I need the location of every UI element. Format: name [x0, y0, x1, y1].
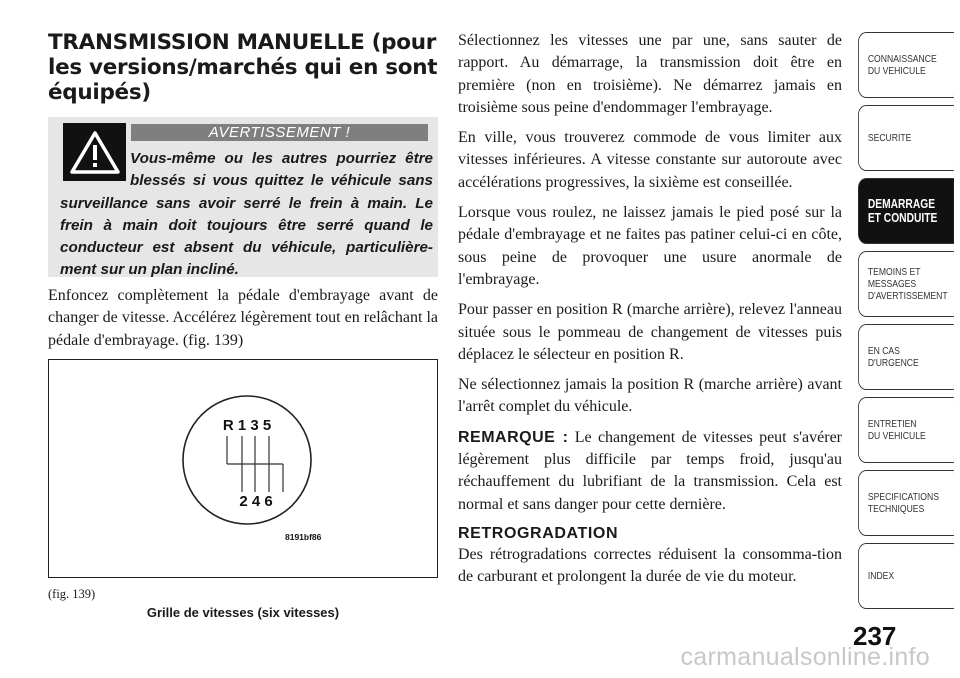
tab-label: TECHNIQUES	[867, 503, 925, 515]
title-line-2: les versions/marchés qui en sont	[48, 55, 438, 80]
tab-label: ENTRETIEN	[867, 418, 917, 430]
tab-label: D'AVERTISSEMENT	[867, 290, 948, 302]
chapter-sidebar	[858, 32, 954, 616]
tab-label: INDEX	[867, 570, 895, 582]
tab-label: SPECIFICATIONS	[867, 491, 939, 503]
gear-shift-figure	[48, 359, 438, 578]
tab-connaissance-vehicule[interactable]	[858, 32, 954, 98]
tab-label: CONNAISSANCE	[867, 53, 937, 65]
page-number: 237	[853, 621, 897, 651]
note-paragraph	[458, 427, 842, 516]
tab-temoins-messages[interactable]	[858, 251, 954, 317]
tab-label: DU VEHICULE	[867, 65, 926, 77]
right-paragraph: Sélectionnez les vitesses une par une, sans sauter de rapport. Au démarrage, la transmission doit être en première (non en troisième). Ne démarrez jamais en troisième sous peine d'endommager l'embrayage.	[458, 32, 842, 116]
tab-label: ET CONDUITE	[867, 211, 938, 225]
figure-caption: Grille de vitesses (six vitesses)	[146, 605, 340, 620]
warning-text: Vous-même ou les autres pourriez être blessés si vous quittez le véhicule sans surveillance sans avoir serré le frein à main. Le frein à main doit toujours être serré quand le conducteur est absent du véhicule, particulière-ment sur un plan incliné.	[60, 150, 433, 279]
gear-bottom-labels: 2 4 6	[239, 493, 273, 510]
tab-label: TEMOINS ET	[867, 266, 921, 278]
last-paragraph: Des rétrogradations correctes réduisent la consomma-tion de carburant et prolongent la durée de vie du moteur.	[458, 545, 842, 586]
gear-top-labels: R 1 3 5	[222, 417, 272, 434]
right-paragraph: Ne sélectionnez jamais la position R (marche arrière) avant l'arrêt complet du véhicule.	[458, 376, 842, 416]
watermark: carmanualsonline.info	[680, 643, 930, 671]
tab-entretien-vehicule[interactable]	[858, 397, 954, 463]
tab-label: MESSAGES	[867, 278, 917, 290]
tab-label: EN CAS	[867, 345, 900, 357]
note-text: Le changement de vitesses peut s'avérer légèrement plus difficile par temps froid, jusqu'au réchauffement du lubrifiant de la transmission. Cela est normal et sans danger pour cette dernière.	[458, 428, 843, 513]
tab-demarrage-conduite[interactable]	[858, 178, 954, 244]
figure-code: 8191bf86	[285, 532, 322, 542]
right-column	[458, 30, 842, 597]
tab-label: D'URGENCE	[867, 357, 919, 369]
title-line-3: équipés)	[48, 80, 151, 105]
gear-pattern-diagram	[49, 360, 437, 577]
subheading: RETROGRADATION	[458, 524, 619, 542]
note-label: REMARQUE :	[458, 428, 569, 446]
tab-index[interactable]	[858, 543, 954, 609]
warning-box	[48, 117, 438, 277]
figure-label: (fig. 139)	[48, 587, 96, 601]
tab-specifications-techniques[interactable]	[858, 470, 954, 536]
gear-lines	[227, 436, 283, 492]
tab-label: DEMARRAGE	[867, 197, 936, 211]
left-paragraph: Enfoncez complètement la pédale d'embrayage avant de changer de vitesse. Accélérez légèrement tout en relâchant la pédale d'embrayage. (fig. 139)	[48, 287, 438, 349]
tab-label: SECURITE	[867, 132, 912, 144]
tab-label: DU VEHICULE	[867, 430, 926, 442]
warning-text-wrap	[60, 148, 433, 282]
warning-header: AVERTISSEMENT !	[131, 124, 428, 141]
title-line-1: TRANSMISSION MANUELLE (pour	[48, 30, 437, 55]
section-title	[48, 30, 438, 105]
right-paragraph: En ville, vous trouverez commode de vous limiter aux vitesses inférieures. A vitesse constante sur autoroute avec accélérations progressives, la sixième est conseillée.	[458, 129, 842, 191]
left-body	[48, 285, 438, 360]
title-block	[48, 30, 438, 105]
right-paragraph: Pour passer en position R (marche arrière), relevez l'anneau située sous le pommeau de changement de vitesses puis déplacez le sélecteur en position R.	[458, 301, 842, 363]
tab-securite[interactable]	[858, 105, 954, 171]
right-paragraph: Lorsque vous roulez, ne laissez jamais le pied posé sur la pédale d'embrayage et ne faites pas patiner celui-ci en côte, sous peine de provoquer une usure anormale de l'embrayage.	[458, 204, 842, 288]
tab-en-cas-urgence[interactable]	[858, 324, 954, 390]
